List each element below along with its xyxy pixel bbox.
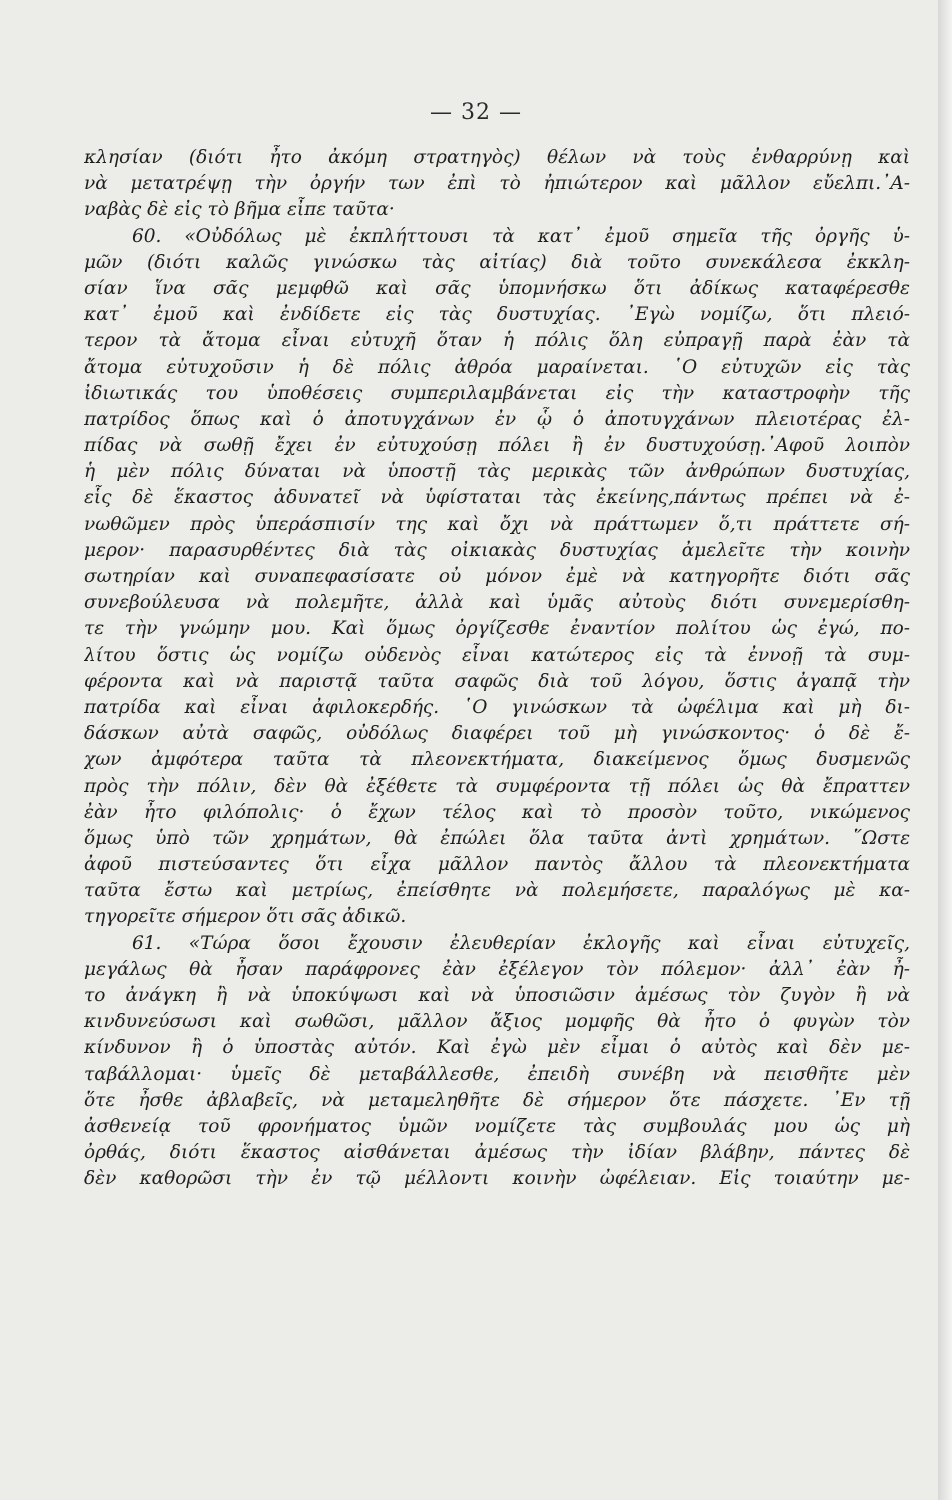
text-line: τηγορεῖτε σήμερον ὅτι σᾶς ἀδικῶ. xyxy=(84,906,407,928)
text-line: το ἀνάγκη ἢ νὰ ὑποκύψωσι καὶ νὰ ὑποσιῶσιν ἀμέσως τὸν ζυγὸν ἢ νὰ xyxy=(84,985,910,1006)
page-number: — 32 — xyxy=(430,100,522,125)
text-line: ναβὰς δὲ εἰς τὸ βῆμα εἶπε ταῦτα· xyxy=(84,199,395,221)
text-line: πατρίδος ὅπως καὶ ὁ ἀποτυγχάνων ἐν ᾧ ὁ ἀποτυγχάνων πλειοτέρας ἐλ- xyxy=(84,408,910,430)
text-line: κατ᾿ ἐμοῦ καὶ ἐνδίδετε εἰς τὰς δυστυχίας. ᾿Εγὼ νομίζω, ὅτι πλειό- xyxy=(84,304,910,326)
text-line: ἀφοῦ πιστεύσαντες ὅτι εἶχα μᾶλλον παντὸς ἄλλου τὰ πλεονεκτήματα xyxy=(84,854,910,876)
text-line: ταῦτα ἔστω καὶ μετρίως, ἐπείσθητε νὰ πολεμήσετε, παραλόγως μὲ κα- xyxy=(84,880,910,902)
text-line: δάσκων αὐτὰ σαφῶς, οὐδόλως διαφέρει τοῦ μὴ γινώσκοντος· ὁ δὲ ἔ- xyxy=(84,723,910,745)
text-line: δὲν καθορῶσι τὴν ἐν τῷ μέλλοντι κοινὴν ὠφέλειαν. Εἰς τοιαύτην με- xyxy=(84,1168,910,1190)
text-line: μεγάλως θὰ ἦσαν παράφρονες ἐὰν ἐξέλεγον τὸν πόλεμον· ἀλλ᾿ ἐὰν ἦ- xyxy=(84,958,910,980)
text-line: νὰ μετατρέψῃ τὴν ὀργήν των ἐπὶ τὸ ἠπιώτερον καὶ μᾶλλον εὔελπι.᾿Α- xyxy=(84,173,910,195)
text-line: λίτου ὅστις ὡς νομίζω οὐδενὸς εἶναι κατώτερος εἰς τὰ ἐννοῇ τὰ συμ- xyxy=(84,644,910,666)
text-line: ὀρθάς, διότι ἕκαστος αἰσθάνεται ἀμέσως τὴν ἰδίαν βλάβην, πάντες δὲ xyxy=(84,1142,910,1164)
text-line: πρὸς τὴν πόλιν, δὲν θὰ ἐξέθετε τὰ συμφέροντα τῇ πόλει ὡς θὰ ἔπραττεν xyxy=(84,775,910,797)
text-line: ἰδιωτικάς του ὑποθέσεις συμπεριλαμβάνεται εἰς τὴν καταστροφὴν τῆς xyxy=(84,382,910,404)
text-line: κινδυνεύσωσι καὶ σωθῶσι, μᾶλλον ἄξιος μομφῆς θὰ ἦτο ὁ φυγὼν τὸν xyxy=(84,1011,910,1033)
page-edge xyxy=(938,0,952,1500)
paragraph-61-start: 61. «Τώρα ὅσοι ἔχουσιν ἐλευθερίαν ἐκλογῆς καὶ εἶναι εὐτυχεῖς, xyxy=(132,932,910,954)
paragraph-60-start: 60. «Οὐδόλως μὲ ἐκπλήττουσι τὰ κατ᾿ ἐμοῦ σημεῖα τῆς ὀργῆς ὑ- xyxy=(132,225,910,247)
text-line: σίαν ἵνα σᾶς μεμφθῶ καὶ σᾶς ὑπομνήσκω ὅτι ἀδίκως καταφέρεσθε xyxy=(84,277,910,299)
text-line: ἐὰν ἦτο φιλόπολις· ὁ ἔχων τέλος καὶ τὸ προσὸν τοῦτο, νικώμενος xyxy=(84,801,910,823)
text-line: ὅτε ἦσθε ἀβλαβεῖς, νὰ μεταμεληθῆτε δὲ σήμερον ὅτε πάσχετε. ᾿Εν τῇ xyxy=(84,1089,910,1111)
text-line: συνεβούλευσα νὰ πολεμῆτε, ἀλλὰ καὶ ὑμᾶς αὐτοὺς διότι συνεμερίσθη- xyxy=(84,592,910,614)
text-line: τερον τὰ ἄτομα εἶναι εὐτυχῆ ὅταν ἡ πόλις ὅλη εὐπραγῇ παρὰ ἐὰν τὰ xyxy=(84,330,910,352)
body-text xyxy=(84,145,910,1193)
text-line: τε τὴν γνώμην μου. Καὶ ὅμως ὀργίζεσθε ἐναντίον πολίτου ὡς ἐγώ, πο- xyxy=(84,618,910,640)
text-line: κίνδυνον ἢ ὁ ὑποστὰς αὐτόν. Καὶ ἐγὼ μὲν εἶμαι ὁ αὐτὸς καὶ δὲν με- xyxy=(84,1037,910,1059)
text-line: εἷς δὲ ἕκαστος ἀδυνατεῖ νὰ ὑφίσταται τὰς ἐκείνης,πάντως πρέπει νὰ ἐ- xyxy=(84,487,910,509)
text-line: ταβάλλομαι· ὑμεῖς δὲ μεταβάλλεσθε, ἐπειδὴ συνέβη νὰ πεισθῆτε μὲν xyxy=(84,1063,910,1085)
text-line: πίδας νὰ σωθῇ ἔχει ἐν εὐτυχούσῃ πόλει ἢ ἐν δυστυχούσῃ.᾿Αφοῦ λοιπὸν xyxy=(84,435,910,457)
text-line: φέροντα καὶ νὰ παριστᾷ ταῦτα σαφῶς διὰ τοῦ λόγου, ὅστις ἀγαπᾷ τὴν xyxy=(84,670,910,692)
text-line: μῶν (διότι καλῶς γινώσκω τὰς αἰτίας) διὰ τοῦτο συνεκάλεσα ἐκκλη- xyxy=(84,251,910,273)
text-line: κλησίαν (διότι ἦτο ἀκόμη στρατηγὸς) θέλων νὰ τοὺς ἐνθαρρύνῃ καὶ xyxy=(84,147,910,168)
text-line: ἡ μὲν πόλις δύναται νὰ ὑποστῇ τὰς μερικὰς τῶν ἀνθρώπων δυστυχίας, xyxy=(84,461,910,483)
text-line: ὅμως ὑπὸ τῶν χρημάτων, θὰ ἐπώλει ὅλα ταῦτα ἀντὶ χρημάτων. ῞Ωστε xyxy=(84,827,910,849)
text-line: πατρίδα καὶ εἶναι ἀφιλοκερδής. ῾Ο γινώσκων τὰ ὠφέλιμα καὶ μὴ δι- xyxy=(84,696,910,718)
text-line: μερον· παρασυρθέντες διὰ τὰς οἰκιακὰς δυστυχίας ἀμελεῖτε τὴν κοινὴν xyxy=(84,539,910,561)
text-line: ἄτομα εὐτυχοῦσιν ἡ δὲ πόλις ἀθρόα μαραίνεται. ῾Ο εὐτυχῶν εἰς τὰς xyxy=(84,356,910,378)
text-line: ἀσθενείᾳ τοῦ φρονήματος ὑμῶν νομίζετε τὰς συμβουλάς μου ὡς μὴ xyxy=(84,1115,910,1137)
text-line: χων ἀμφότερα ταῦτα τὰ πλεονεκτήματα, διακείμενος ὅμως δυσμενῶς xyxy=(84,749,910,771)
text-line: σωτηρίαν καὶ συναπεφασίσατε οὐ μόνον ἐμὲ νὰ κατηγορῆτε διότι σᾶς xyxy=(84,566,910,587)
text-line: νωθῶμεν πρὸς ὑπεράσπισίν της καὶ ὄχι νὰ πράττωμεν ὅ,τι πράττετε σή- xyxy=(84,513,910,535)
